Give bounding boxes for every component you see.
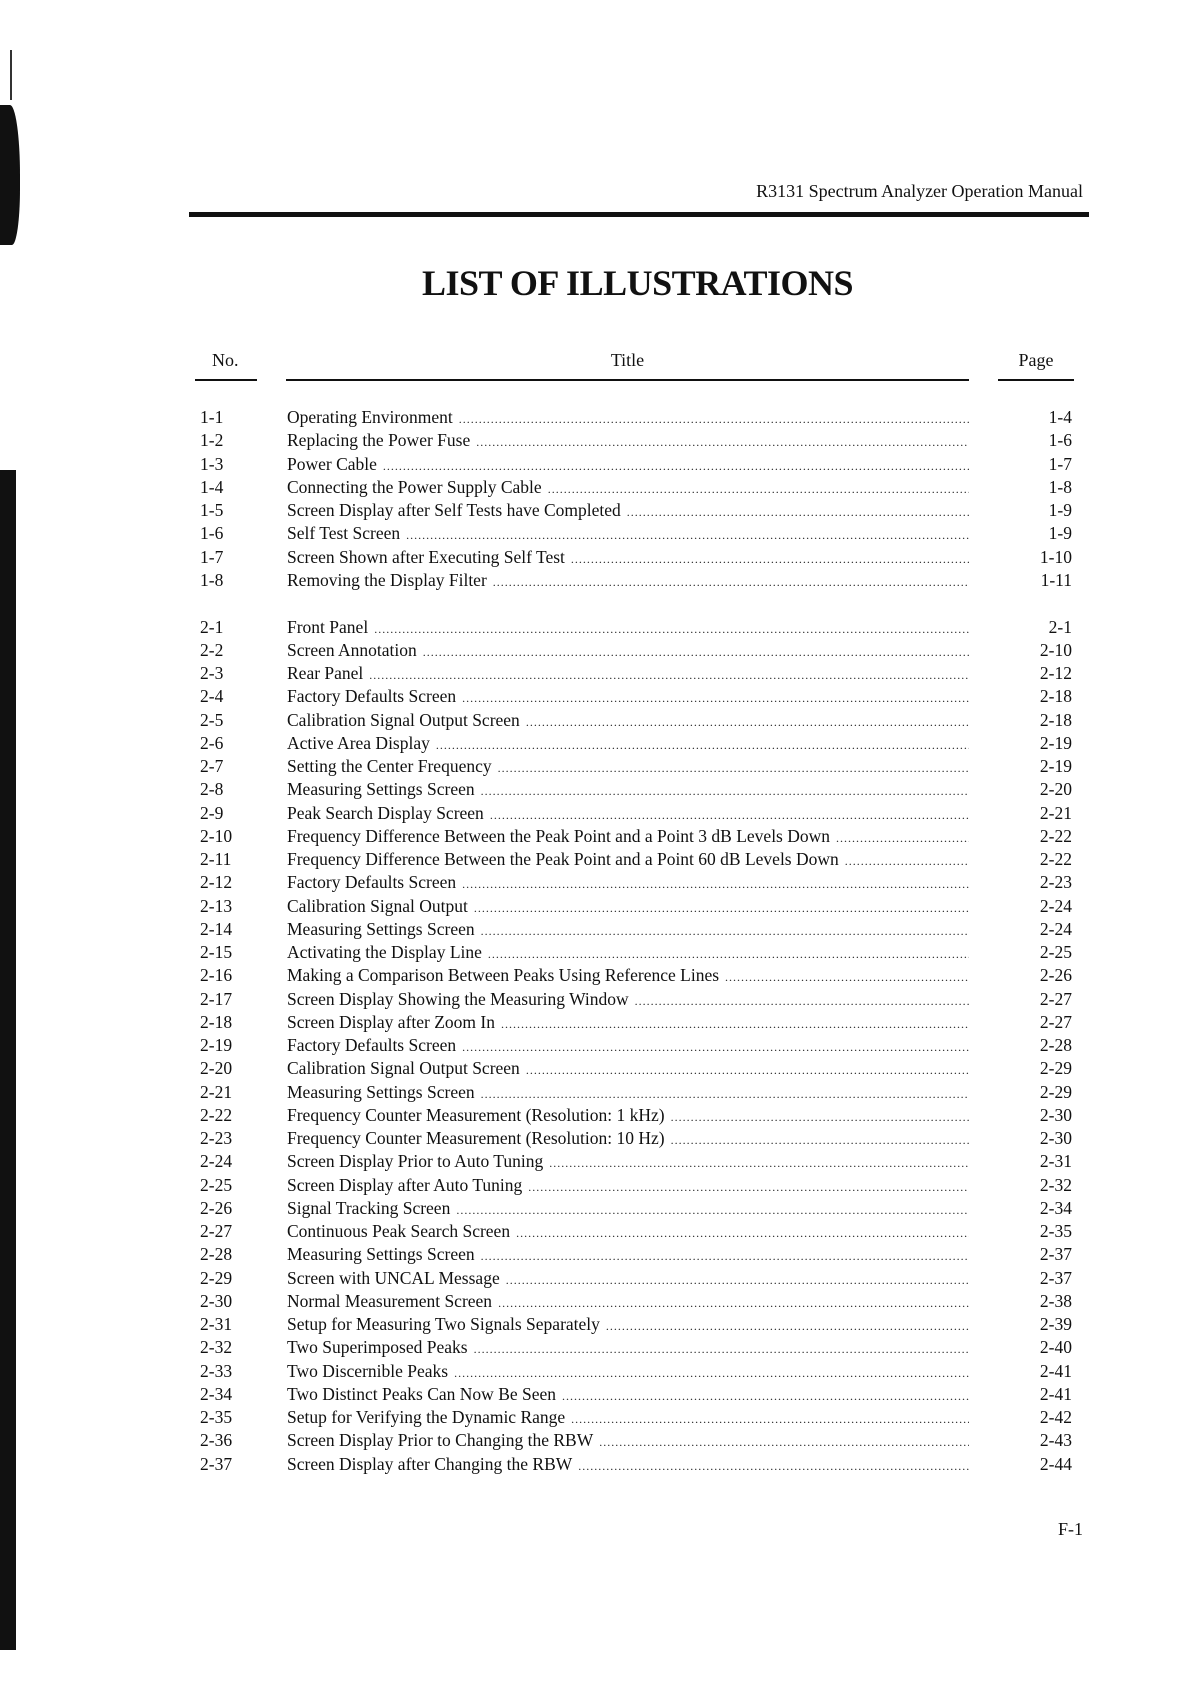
title-leader <box>287 1405 969 1431</box>
title-leader <box>287 824 969 850</box>
figure-page: 2-10 <box>1039 639 1072 660</box>
figure-title: Removing the Display Filter <box>287 569 487 590</box>
figure-page: 1-8 <box>1048 476 1072 497</box>
title-leader <box>287 1080 969 1106</box>
figure-title: Setting the Center Frequency <box>287 756 492 776</box>
figure-number: 2-32 <box>200 1337 233 1358</box>
figure-number: 1-7 <box>200 546 224 567</box>
figure-title: Continuous Peak Search Screen <box>287 1221 511 1241</box>
list-item <box>0 452 1190 476</box>
figure-page: 2-21 <box>1039 802 1072 823</box>
title-leader <box>287 987 969 1013</box>
figure-number: 1-5 <box>200 500 224 520</box>
figure-page: 2-39 <box>1039 1314 1072 1334</box>
list-item <box>0 1335 1190 1359</box>
figure-page: 2-1 <box>1048 616 1072 637</box>
figure-page: 1-6 <box>1048 430 1072 451</box>
title-leader <box>287 1103 969 1129</box>
figure-number: 2-14 <box>200 918 233 939</box>
page-number: F-1 <box>1057 1519 1083 1539</box>
figure-title: Measuring Settings Screen <box>287 918 475 939</box>
figure-page: 2-31 <box>1039 1151 1072 1172</box>
dot-leader <box>493 570 969 594</box>
list-item <box>0 1196 1190 1220</box>
column-rule-page <box>998 379 1074 381</box>
list-item <box>0 475 1190 499</box>
title-leader <box>287 754 969 780</box>
figure-page: 2-41 <box>1039 1360 1072 1381</box>
figure-title: Active Area Display <box>287 732 430 753</box>
figure-number: 2-25 <box>200 1174 233 1195</box>
list-item <box>0 1010 1190 1034</box>
figure-number: 1-1 <box>200 407 224 427</box>
figure-page: 2-35 <box>1039 1221 1072 1241</box>
title-leader <box>287 847 969 873</box>
figure-page: 1-9 <box>1048 523 1072 544</box>
column-rule-title <box>286 379 969 381</box>
list-item <box>0 1312 1190 1336</box>
figure-number: 2-10 <box>200 825 233 846</box>
figure-page: 2-22 <box>1039 825 1072 846</box>
figure-title: Measuring Settings Screen <box>287 1244 475 1265</box>
list-item <box>0 428 1190 452</box>
list-item <box>0 1126 1190 1150</box>
title-leader <box>287 521 969 547</box>
list-item <box>0 963 1190 987</box>
figure-number: 1-3 <box>200 453 224 474</box>
figure-title: Screen Display after Auto Tuning <box>287 1174 523 1195</box>
figure-number: 2-15 <box>200 942 233 962</box>
figure-title: Measuring Settings Screen <box>287 1081 475 1102</box>
title-leader <box>287 1033 969 1059</box>
figure-title: Frequency Difference Between the Peak Point and a Point 3 dB Levels Down <box>287 825 831 846</box>
figure-page: 2-29 <box>1039 1081 1072 1102</box>
column-header-no: No. <box>212 350 239 370</box>
figure-title: Screen Display Prior to Auto Tuning <box>287 1151 544 1172</box>
title-leader <box>287 684 969 710</box>
column-header-page: Page <box>1018 350 1054 370</box>
list-item <box>0 731 1190 755</box>
figure-page: 2-37 <box>1039 1244 1072 1265</box>
figure-title: Frequency Counter Measurement (Resolution: 10 Hz) <box>287 1128 665 1148</box>
title-leader <box>287 452 969 478</box>
list-item <box>0 754 1190 778</box>
figure-page: 2-41 <box>1039 1383 1072 1404</box>
title-leader <box>287 1126 969 1152</box>
figure-title: Screen Display after Self Tests have Completed <box>287 500 621 520</box>
figure-title: Frequency Difference Between the Peak Point and a Point 60 dB Levels Down <box>287 849 839 869</box>
figure-number: 2-35 <box>200 1407 233 1427</box>
figure-number: 2-13 <box>200 895 233 916</box>
list-item <box>0 1242 1190 1266</box>
figure-page: 1-11 <box>1040 569 1072 590</box>
column-rule-no <box>195 379 257 381</box>
figure-page: 2-44 <box>1039 1453 1072 1474</box>
figure-number: 2-2 <box>200 639 224 660</box>
figure-number: 2-24 <box>200 1151 233 1172</box>
figure-title: Screen Display Showing the Measuring Window <box>287 988 629 1009</box>
list-item <box>0 1219 1190 1243</box>
title-leader <box>287 801 969 827</box>
figure-title: Frequency Counter Measurement (Resolution: 1 kHz) <box>287 1104 665 1125</box>
figure-page: 2-30 <box>1039 1128 1072 1148</box>
title-leader <box>287 1428 969 1454</box>
title-leader <box>287 777 969 803</box>
title-leader <box>287 1289 969 1315</box>
figure-title: Screen with UNCAL Message <box>287 1267 500 1288</box>
title-leader <box>287 498 969 524</box>
figure-number: 2-3 <box>200 663 224 683</box>
title-leader <box>287 1010 969 1036</box>
figure-title: Replacing the Power Fuse <box>287 430 471 451</box>
title-leader <box>287 1359 969 1385</box>
figure-title: Screen Annotation <box>287 639 417 660</box>
figure-page: 1-9 <box>1048 500 1072 520</box>
title-leader <box>287 917 969 943</box>
list-item <box>0 1289 1190 1313</box>
list-item <box>0 638 1190 662</box>
figure-number: 2-6 <box>200 732 224 753</box>
header-rule <box>189 212 1089 217</box>
list-item <box>0 1056 1190 1080</box>
list-item <box>0 545 1190 569</box>
list-item <box>0 987 1190 1011</box>
figure-page: 2-19 <box>1039 732 1072 753</box>
title-leader <box>287 1242 969 1268</box>
figure-title: Measuring Settings Screen <box>287 779 475 800</box>
figure-title: Normal Measurement Screen <box>287 1290 493 1311</box>
figure-title: Self Test Screen <box>287 523 401 544</box>
list-item <box>0 1405 1190 1429</box>
title-leader <box>287 1452 969 1478</box>
scan-binding-shadow <box>0 105 20 245</box>
figure-title: Calibration Signal Output Screen <box>287 1058 520 1079</box>
figure-number: 2-31 <box>200 1314 233 1334</box>
figure-title: Rear Panel <box>287 663 364 683</box>
figure-number: 2-19 <box>200 1035 233 1055</box>
list-item <box>0 824 1190 848</box>
figure-page: 2-18 <box>1039 709 1072 730</box>
list-item <box>0 568 1190 592</box>
figure-page: 2-38 <box>1039 1290 1072 1311</box>
list-item <box>0 777 1190 801</box>
list-item <box>0 708 1190 732</box>
figure-number: 2-9 <box>200 802 224 823</box>
title-leader <box>287 661 969 687</box>
figure-page: 2-40 <box>1039 1337 1072 1358</box>
figure-number: 2-1 <box>200 616 224 637</box>
figure-page: 2-29 <box>1039 1058 1072 1079</box>
figure-number: 2-21 <box>200 1081 233 1102</box>
figure-title: Factory Defaults Screen <box>287 1035 457 1055</box>
title-leader <box>287 731 969 757</box>
list-item <box>0 870 1190 894</box>
title-leader <box>287 894 969 920</box>
figure-page: 2-27 <box>1039 988 1072 1009</box>
figure-number: 2-33 <box>200 1360 233 1381</box>
title-leader <box>287 940 969 966</box>
figure-number: 1-2 <box>200 430 224 451</box>
list-item <box>0 894 1190 918</box>
figure-number: 2-12 <box>200 872 233 893</box>
list-item <box>0 615 1190 639</box>
list-item <box>0 1033 1190 1057</box>
column-header-title: Title <box>610 350 645 370</box>
figure-page: 1-10 <box>1039 546 1072 567</box>
list-item <box>0 1382 1190 1406</box>
figure-number: 2-20 <box>200 1058 233 1079</box>
title-leader <box>287 405 969 431</box>
figure-page: 2-28 <box>1039 1035 1072 1055</box>
figure-title: Operating Environment <box>287 407 453 427</box>
title-leader <box>287 1312 969 1338</box>
figure-page: 2-30 <box>1039 1104 1072 1125</box>
figure-number: 2-23 <box>200 1128 233 1148</box>
figure-title: Factory Defaults Screen <box>287 686 457 707</box>
list-item <box>0 1428 1190 1452</box>
title-leader <box>287 568 969 594</box>
scan-mark <box>10 50 12 100</box>
list-item <box>0 1173 1190 1197</box>
figure-page: 2-25 <box>1039 942 1072 962</box>
figure-page: 1-7 <box>1048 453 1072 474</box>
figure-page: 2-34 <box>1039 1197 1072 1218</box>
figure-page: 2-43 <box>1039 1430 1072 1451</box>
figure-number: 2-18 <box>200 1011 233 1032</box>
figure-title: Power Cable <box>287 453 377 474</box>
figure-title: Two Discernible Peaks <box>287 1360 449 1381</box>
figure-number: 2-27 <box>200 1221 233 1241</box>
title-leader <box>287 615 969 641</box>
list-item <box>0 405 1190 429</box>
figure-title: Making a Comparison Between Peaks Using Reference Lines <box>287 965 720 986</box>
figure-page: 2-42 <box>1039 1407 1072 1427</box>
figure-title: Connecting the Power Supply Cable <box>287 476 542 497</box>
figure-number: 2-11 <box>200 849 232 869</box>
figure-title: Front Panel <box>287 616 369 637</box>
figure-title: Two Superimposed Peaks <box>287 1337 468 1358</box>
title-leader <box>287 475 969 501</box>
figure-title: Calibration Signal Output <box>287 895 468 916</box>
title-leader <box>287 1266 969 1292</box>
list-item <box>0 917 1190 941</box>
figure-number: 2-26 <box>200 1197 233 1218</box>
page-title: LIST OF ILLUSTRATIONS <box>422 263 853 303</box>
figure-title: Screen Display Prior to Changing the RBW <box>287 1430 594 1451</box>
figure-page: 2-22 <box>1039 849 1072 869</box>
figure-number: 2-22 <box>200 1104 233 1125</box>
figure-title: Screen Display after Zoom In <box>287 1011 495 1032</box>
list-item <box>0 684 1190 708</box>
figure-title: Factory Defaults Screen <box>287 872 457 893</box>
title-leader <box>287 545 969 571</box>
figure-page: 2-24 <box>1039 895 1072 916</box>
title-leader <box>287 1173 969 1199</box>
figure-page: 2-18 <box>1039 686 1072 707</box>
figure-page: 2-20 <box>1039 779 1072 800</box>
running-header: R3131 Spectrum Analyzer Operation Manual <box>756 181 1083 201</box>
list-item <box>0 1149 1190 1173</box>
figure-number: 2-16 <box>200 965 233 986</box>
title-leader <box>287 708 969 734</box>
title-leader <box>287 638 969 664</box>
figure-page: 2-37 <box>1039 1267 1072 1288</box>
figure-page: 2-26 <box>1039 965 1072 986</box>
figure-number: 2-28 <box>200 1244 233 1265</box>
title-leader <box>287 428 969 454</box>
figure-page: 2-19 <box>1039 756 1072 776</box>
title-leader <box>287 1382 969 1408</box>
figure-number: 2-5 <box>200 709 224 730</box>
figure-page: 2-23 <box>1039 872 1072 893</box>
title-leader <box>287 963 969 989</box>
figure-number: 2-7 <box>200 756 224 776</box>
figure-number: 2-37 <box>200 1453 233 1474</box>
figure-page: 2-24 <box>1039 918 1072 939</box>
figure-number: 1-8 <box>200 569 224 590</box>
figure-title: Activating the Display Line <box>287 942 482 962</box>
figure-page: 1-4 <box>1048 407 1072 427</box>
list-item <box>0 1266 1190 1290</box>
figure-page: 2-12 <box>1039 663 1072 683</box>
figure-title: Setup for Verifying the Dynamic Range <box>287 1407 566 1427</box>
figure-number: 2-17 <box>200 988 233 1009</box>
list-item <box>0 1080 1190 1104</box>
figure-title: Signal Tracking Screen <box>287 1197 451 1218</box>
figure-title: Two Distinct Peaks Can Now Be Seen <box>287 1383 557 1404</box>
title-leader <box>287 1149 969 1175</box>
figure-number: 2-36 <box>200 1430 233 1451</box>
figure-title: Setup for Measuring Two Signals Separately <box>287 1314 600 1334</box>
list-item <box>0 661 1190 685</box>
list-item <box>0 521 1190 545</box>
title-leader <box>287 1056 969 1082</box>
figure-page: 2-32 <box>1039 1174 1072 1195</box>
list-item <box>0 1359 1190 1383</box>
figure-number: 2-30 <box>200 1290 233 1311</box>
figure-number: 2-34 <box>200 1383 233 1404</box>
title-leader <box>287 1219 969 1245</box>
figure-title: Screen Shown after Executing Self Test <box>287 546 565 567</box>
title-leader <box>287 870 969 896</box>
list-item <box>0 1103 1190 1127</box>
figure-page: 2-27 <box>1039 1011 1072 1032</box>
figure-number: 2-4 <box>200 686 224 707</box>
figure-number: 2-29 <box>200 1267 233 1288</box>
list-item <box>0 801 1190 825</box>
figure-number: 1-4 <box>200 476 224 497</box>
dot-leader <box>578 1454 969 1478</box>
figure-title: Calibration Signal Output Screen <box>287 709 520 730</box>
figure-title: Screen Display after Changing the RBW <box>287 1453 573 1474</box>
list-item <box>0 847 1190 871</box>
list-item <box>0 1452 1190 1476</box>
list-item <box>0 498 1190 522</box>
title-leader <box>287 1335 969 1361</box>
figure-title: Peak Search Display Screen <box>287 802 484 823</box>
list-item <box>0 940 1190 964</box>
figure-number: 1-6 <box>200 523 224 544</box>
title-leader <box>287 1196 969 1222</box>
figure-number: 2-8 <box>200 779 224 800</box>
